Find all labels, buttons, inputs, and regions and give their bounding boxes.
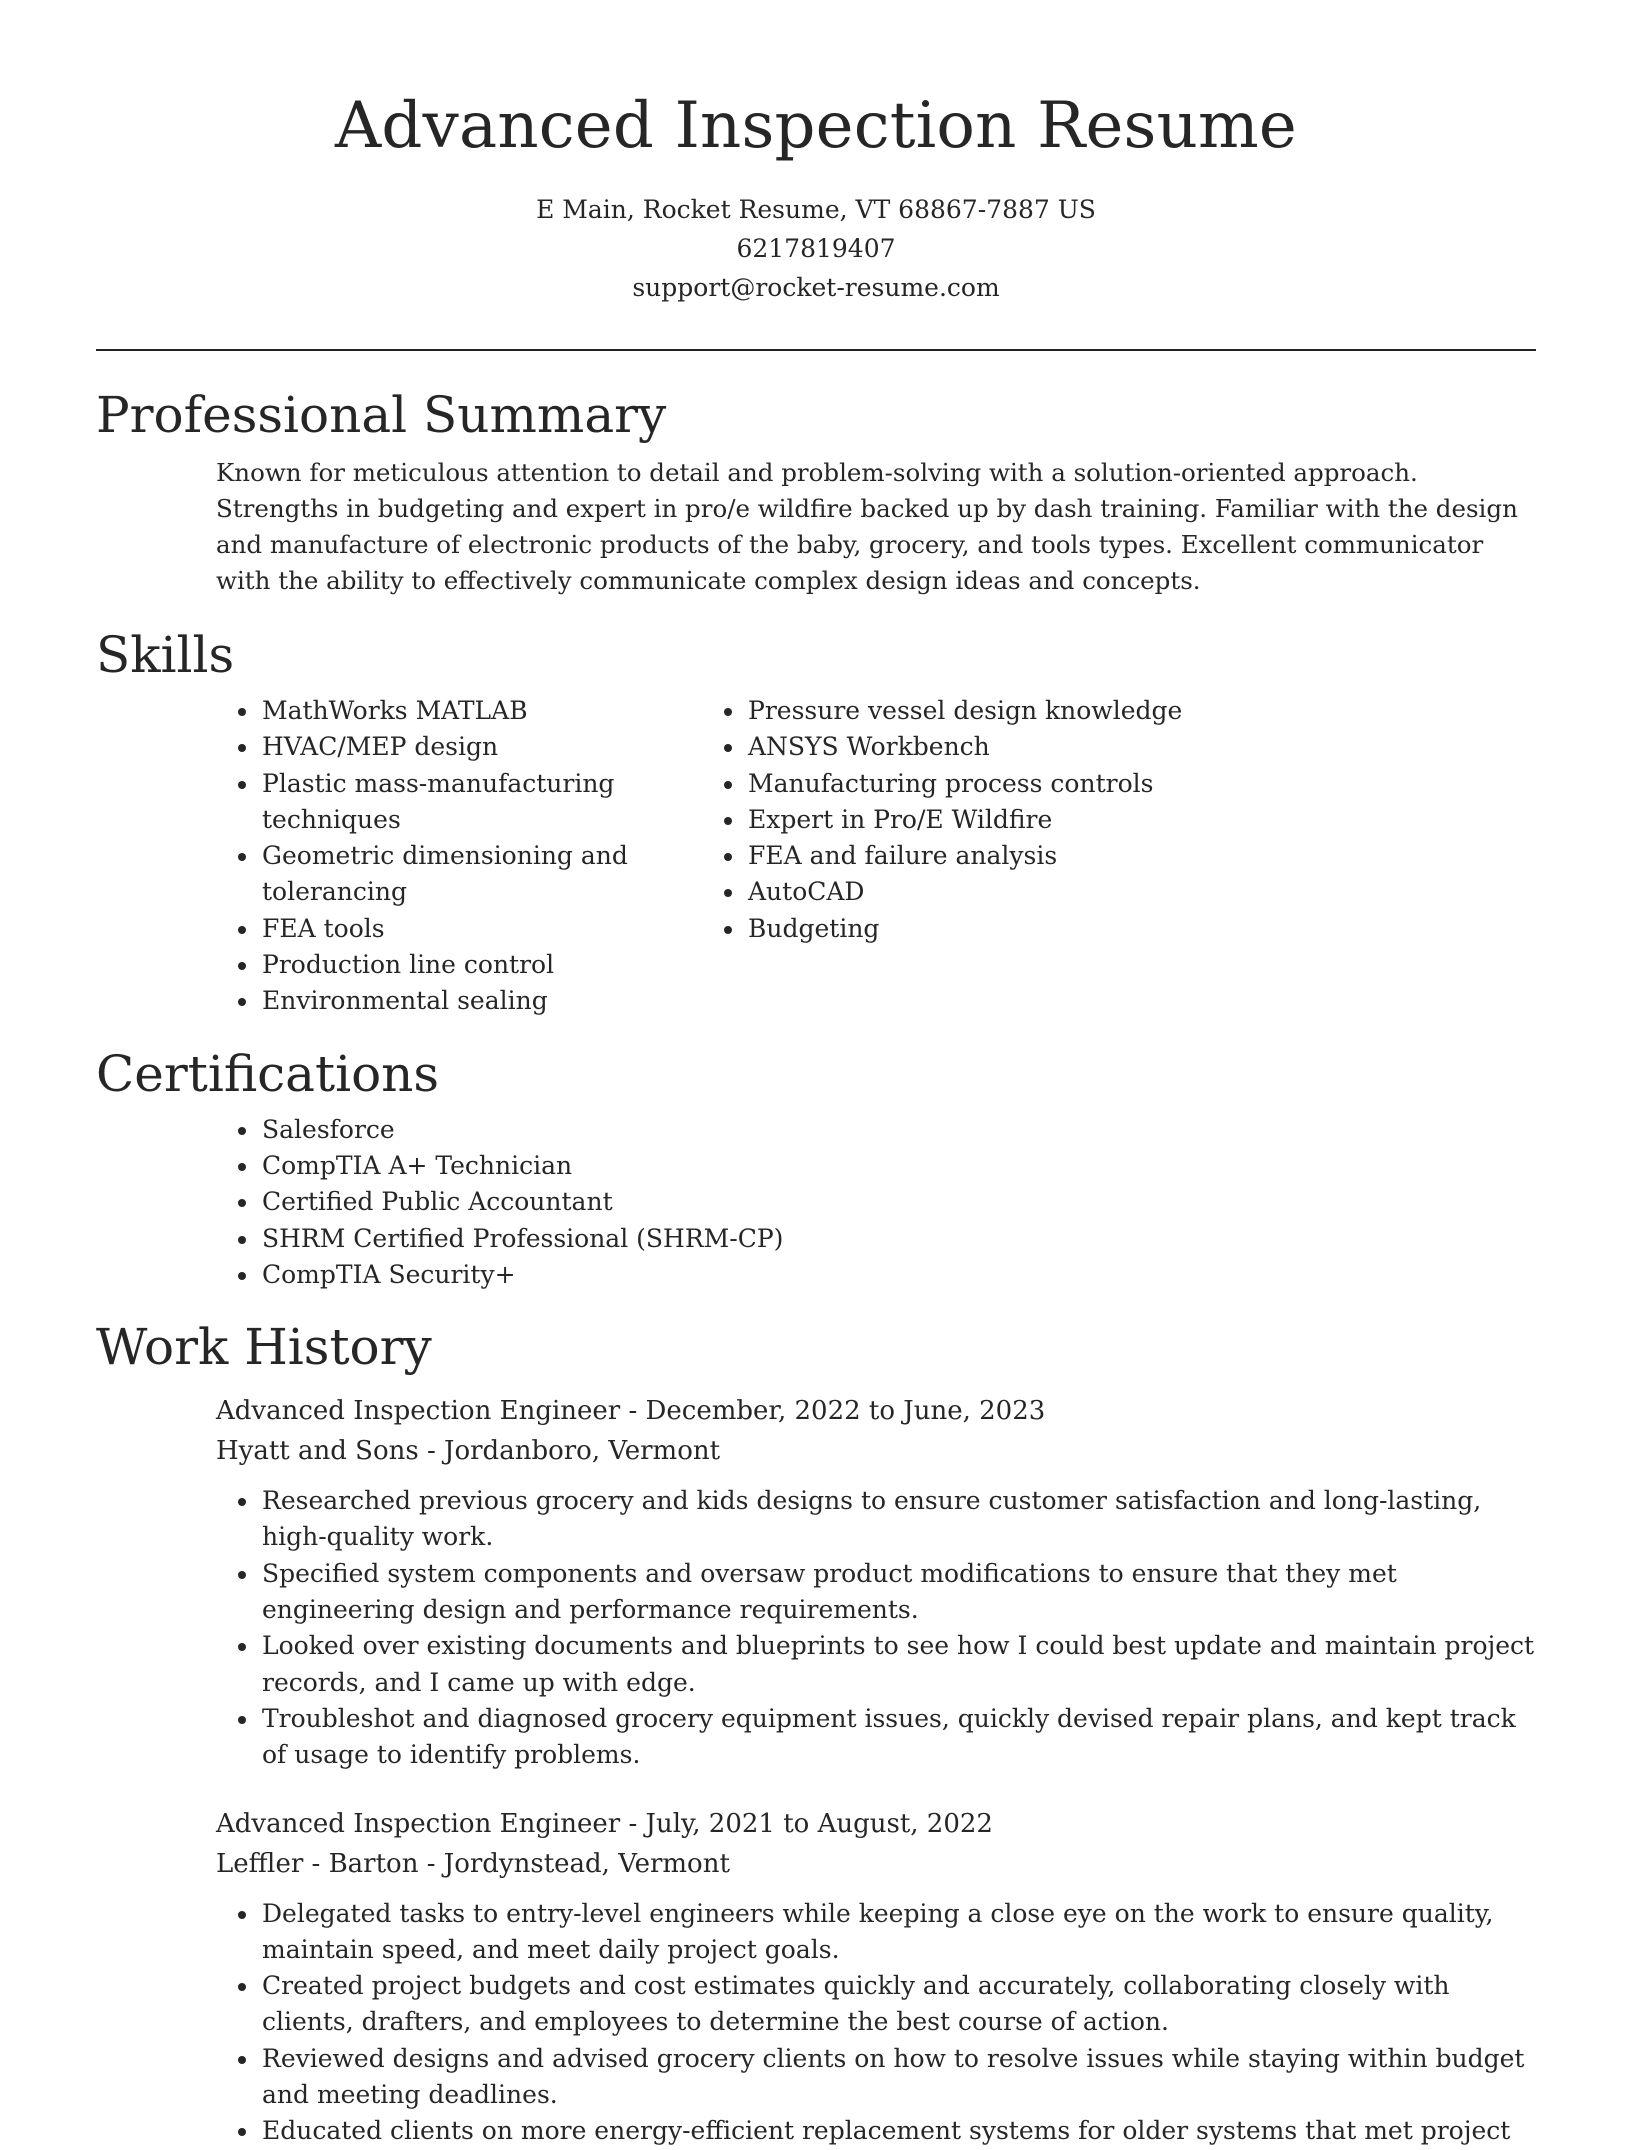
job-bullet: • Educated clients on more energy-efficient replacement systems for older systems that met project bbox=[260, 2113, 1536, 2149]
skill-item: • HVAC/MEP design bbox=[260, 729, 746, 765]
header-divider bbox=[96, 349, 1536, 351]
job-bullet: • Created project budgets and cost estimates quickly and accurately, collaborating closely with clients, drafters, and employees to determine the best course of action. bbox=[260, 1968, 1536, 2041]
summary-text: Known for meticulous attention to detail and problem-solving with a solution-oriented approach. Strengths in budgeting and expert in pro/e wildfire backed up by dash training. Familiar with the design and manufacture of electronic products of the baby, grocery, and tools types. Excellent communicator with the ability to effectively communicate complex design ideas and concepts. bbox=[216, 458, 1518, 595]
job-bullets bbox=[96, 1896, 1536, 2150]
certifications-list bbox=[96, 1112, 1536, 1293]
contact-phone: 6217819407 bbox=[736, 234, 896, 263]
job-bullet: • Looked over existing documents and blueprints to see how I could best update and maintain project records, and I came up with edge. bbox=[260, 1628, 1536, 1701]
skill-item: • Production line control bbox=[260, 947, 746, 983]
job-bullet: • Troubleshot and diagnosed grocery equipment issues, quickly devised repair plans, and kept track of usage to identify problems. bbox=[260, 1701, 1536, 1774]
job-company-line: Leffler - Barton - Jordynstead, Vermont bbox=[216, 1848, 730, 1879]
work-history-heading: Work History bbox=[96, 1318, 432, 1377]
summary-heading: Professional Summary bbox=[96, 386, 667, 444]
certification-item: • Salesforce bbox=[260, 1112, 1536, 1148]
contact-address: E Main, Rocket Resume, VT 68867-7887 US bbox=[536, 195, 1096, 224]
resume-page bbox=[96, 0, 1536, 2150]
skill-item: • Geometric dimensioning and tolerancing bbox=[260, 838, 746, 911]
certification-item: • CompTIA A+ Technician bbox=[260, 1148, 1536, 1184]
skill-item: • Environmental sealing bbox=[260, 983, 746, 1019]
contact-email: support@rocket-resume.com bbox=[632, 273, 1000, 302]
job-entry bbox=[96, 1391, 1536, 1773]
skills-heading: Skills bbox=[96, 626, 235, 684]
skill-item: • Expert in Pro/E Wildfire bbox=[746, 802, 1182, 838]
skills-columns bbox=[96, 693, 1536, 1020]
certification-item: • SHRM Certified Professional (SHRM-CP) bbox=[260, 1221, 1536, 1257]
job-entry bbox=[96, 1804, 1536, 2150]
skill-item: • Plastic mass-manufacturing techniques bbox=[260, 766, 746, 839]
job-bullet: • Specified system components and oversaw product modifications to ensure that they met engineering design and performance requirements. bbox=[260, 1556, 1536, 1629]
resume-header bbox=[96, 0, 1536, 307]
job-role-line: Advanced Inspection Engineer - December, 2022 to June, 2023 bbox=[216, 1396, 1046, 1427]
job-company-line: Hyatt and Sons - Jordanboro, Vermont bbox=[216, 1436, 721, 1467]
skill-item: • Pressure vessel design knowledge bbox=[746, 693, 1182, 729]
skill-item: • ANSYS Workbench bbox=[746, 729, 1182, 765]
skill-item: • FEA tools bbox=[260, 911, 746, 947]
job-bullet: • Reviewed designs and advised grocery clients on how to resolve issues while staying within budget and meeting deadlines. bbox=[260, 2041, 1536, 2114]
skill-item: • AutoCAD bbox=[746, 874, 1182, 910]
resume-name: Advanced Inspection Resume bbox=[335, 89, 1297, 163]
skill-item: • Manufacturing process controls bbox=[746, 766, 1182, 802]
skill-item: • FEA and failure analysis bbox=[746, 838, 1182, 874]
skill-item: • MathWorks MATLAB bbox=[260, 693, 746, 729]
skill-item: • Budgeting bbox=[746, 911, 1182, 947]
job-bullet: • Researched previous grocery and kids designs to ensure customer satisfaction and long-lasting, high-quality work. bbox=[260, 1483, 1536, 1556]
job-bullets bbox=[96, 1483, 1536, 1773]
certification-item: • Certified Public Accountant bbox=[260, 1184, 1536, 1220]
skills-list-right bbox=[582, 693, 1182, 1020]
job-bullet: • Delegated tasks to entry-level engineers while keeping a close eye on the work to ensure quality, maintain speed, and meet daily project goals. bbox=[260, 1896, 1536, 1969]
certification-item: • CompTIA Security+ bbox=[260, 1257, 1536, 1293]
job-role-line: Advanced Inspection Engineer - July, 2021 to August, 2022 bbox=[216, 1808, 993, 1839]
certifications-heading: Certifications bbox=[96, 1044, 440, 1103]
